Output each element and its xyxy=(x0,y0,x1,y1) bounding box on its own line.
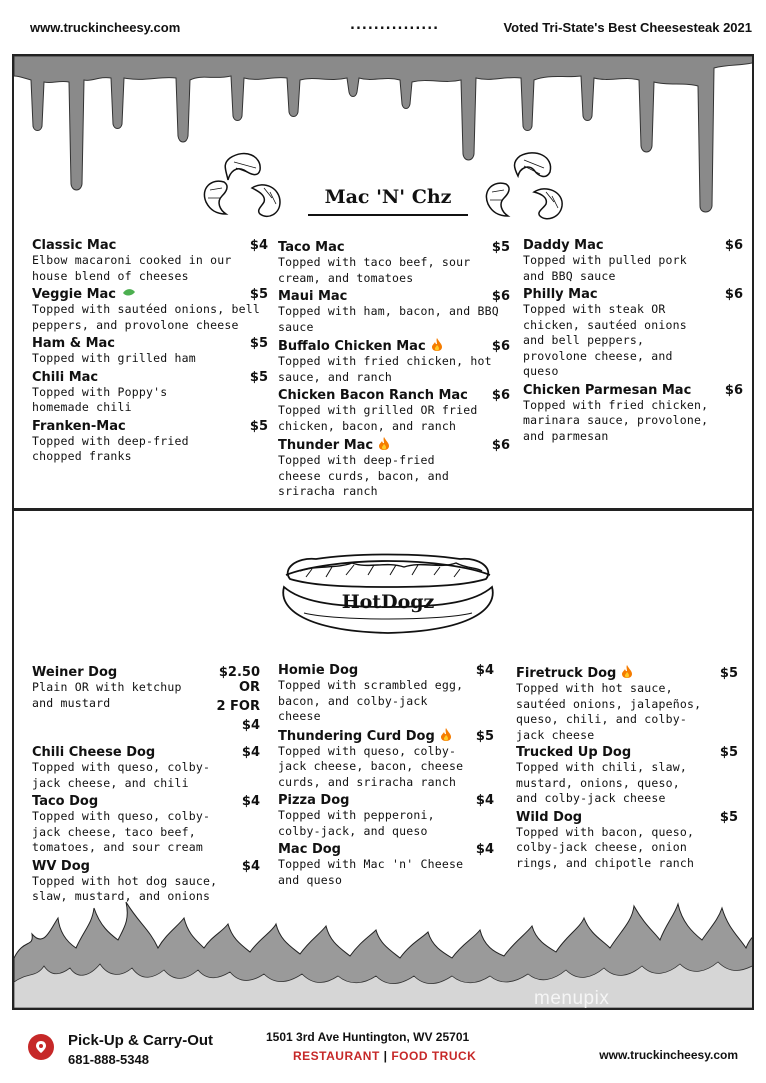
item-description: Topped with steak OR chicken, sautéed onions and bell peppers, provolone cheese, and queso xyxy=(523,302,687,378)
header-dots: ............... xyxy=(350,18,440,33)
header-tagline: Voted Tri-State's Best Cheesesteak 2021 xyxy=(503,20,752,35)
fire-icon xyxy=(622,665,632,678)
item-price: $4 xyxy=(475,663,494,678)
menu-item-ham-mac[interactable] xyxy=(32,336,268,367)
menu-item-weiner-dog[interactable] xyxy=(32,665,260,735)
item-description: Topped with hot sauce, sautéed onions, jalapeños, queso, chili, and colby-jack cheese xyxy=(516,681,702,742)
item-name: Pizza Dog xyxy=(278,793,350,808)
item-price-deal: 2 FOR $4 xyxy=(216,699,260,733)
item-price: $5 xyxy=(249,369,268,385)
item-price: $4 xyxy=(241,858,260,874)
item-name: Weiner Dog xyxy=(32,665,118,680)
item-name: Franken-Mac xyxy=(32,418,126,434)
dog-column-2 xyxy=(278,663,494,888)
header-website[interactable]: www.truckincheesy.com xyxy=(30,20,181,35)
menu-item-taco-dog[interactable] xyxy=(32,794,260,856)
item-description: Topped with taco beef, sour cream, and tomatoes xyxy=(278,255,471,285)
pickup-text: Pick-Up & Carry-Out xyxy=(68,1032,214,1049)
item-name: Chicken Bacon Ranch Mac xyxy=(278,388,468,403)
item-description: Topped with grilled ham xyxy=(32,351,196,365)
item-description: Topped with deep-fried cheese curds, bacon, and sriracha ranch xyxy=(278,453,449,498)
menu-item-mac-dog[interactable] xyxy=(278,842,494,888)
service-types xyxy=(293,1049,476,1063)
mac-section xyxy=(12,54,754,510)
item-price: $6 xyxy=(491,388,510,403)
menu-item-philly-mac[interactable] xyxy=(523,287,743,380)
item-price: $5 xyxy=(249,418,268,434)
menu-item-chili-cheese-dog[interactable] xyxy=(32,745,260,791)
item-name: Thundering Curd Dog xyxy=(278,728,435,744)
dog-column-3 xyxy=(516,665,738,871)
item-price: $4 xyxy=(241,745,260,760)
item-description: Topped with Poppy's homemade chili xyxy=(32,384,168,414)
item-description: Topped with scrambled egg, bacon, and colby-jack cheese xyxy=(278,678,464,723)
address: 1501 3rd Ave Huntington, WV 25701 xyxy=(266,1030,470,1044)
item-name: Classic Mac xyxy=(32,238,117,253)
item-price: $4 xyxy=(475,842,494,857)
macaroni-right-icon xyxy=(480,148,572,228)
item-price: $6 xyxy=(724,382,743,398)
menu-item-franken-mac[interactable] xyxy=(32,419,268,465)
item-description: Topped with queso, colby-jack cheese, and chili xyxy=(32,760,211,790)
item-name: Wild Dog xyxy=(516,809,583,825)
separator: | xyxy=(383,1049,388,1063)
item-price: $5 xyxy=(491,240,510,255)
footer-website[interactable]: www.truckincheesy.com xyxy=(599,1048,738,1062)
item-price: $6 xyxy=(724,287,743,302)
item-description: Topped with fried chicken, marinara sauce, provolone, and parmesan xyxy=(523,397,709,443)
item-description: Topped with queso, colby-jack cheese, taco beef, tomatoes, and sour cream xyxy=(32,809,211,854)
item-price: $5 xyxy=(475,728,494,744)
item-price: $5 xyxy=(719,745,738,760)
fire-icon xyxy=(379,437,389,450)
item-name: Firetruck Dog xyxy=(516,666,617,681)
menu-item-buffalo-chicken-mac[interactable] xyxy=(278,338,510,385)
item-description: Topped with pepperoni, colby-jack, and queso xyxy=(278,808,435,838)
restaurant-label: RESTAURANT xyxy=(293,1049,380,1063)
item-name: Thunder Mac xyxy=(278,438,374,453)
item-description: Topped with bacon, queso, colby-jack cheese, onion rings, and chipotle ranch xyxy=(516,824,695,870)
mac-column-2 xyxy=(278,240,510,500)
item-price-or: OR xyxy=(238,680,260,695)
item-price: $6 xyxy=(491,339,510,354)
item-price: $4 xyxy=(241,794,260,809)
item-description: Topped with queso, colby-jack cheese, bacon, cheese curds, and sriracha ranch xyxy=(278,743,464,789)
mac-column-1 xyxy=(32,238,268,465)
item-price: $5 xyxy=(719,666,738,681)
menu-item-chili-mac[interactable] xyxy=(32,370,268,416)
item-description: Topped with sautéed onions, bell peppers, and provolone cheese xyxy=(32,302,260,332)
item-name: Taco Mac xyxy=(278,240,345,255)
menu-item-wild-dog[interactable] xyxy=(516,810,738,872)
item-name: Ham & Mac xyxy=(32,336,116,351)
hotdog-section xyxy=(12,509,754,1010)
item-name: Chili Cheese Dog xyxy=(32,745,156,760)
leaf-icon xyxy=(122,288,136,297)
macaroni-left-icon xyxy=(200,148,292,228)
item-description: Topped with pulled pork and BBQ sauce xyxy=(523,253,687,283)
menu-item-thunder-mac[interactable] xyxy=(278,437,510,500)
fire-icon xyxy=(432,338,442,351)
item-description: Plain OR with ketchup and mustard xyxy=(32,680,182,710)
menu-item-homie-dog[interactable] xyxy=(278,663,494,725)
item-description: Topped with Mac 'n' Cheese and queso xyxy=(278,857,464,887)
item-price: $5 xyxy=(719,809,738,825)
menu-item-firetruck-dog[interactable] xyxy=(516,665,738,743)
watermark: menupix xyxy=(534,988,610,1009)
item-price: $5 xyxy=(249,287,268,302)
item-description: Topped with chili, slaw, mustard, onions, queso, and colby-jack cheese xyxy=(516,760,687,805)
item-name: Taco Dog xyxy=(32,794,99,809)
item-name: WV Dog xyxy=(32,858,90,874)
item-name: Chicken Parmesan Mac xyxy=(523,382,692,398)
item-price: $6 xyxy=(724,238,743,253)
phone-number[interactable]: 681-888-5348 xyxy=(68,1052,149,1067)
item-description: Topped with grilled OR fried chicken, bacon, and ranch xyxy=(278,403,478,433)
item-description: Topped with deep-fried chopped franks xyxy=(32,433,189,463)
location-pin-icon xyxy=(28,1034,54,1060)
hotdog-section-title: HotDogz xyxy=(341,591,435,613)
item-name: Maui Mac xyxy=(278,289,348,304)
item-name: Chili Mac xyxy=(32,369,99,385)
item-price: $6 xyxy=(491,289,510,304)
menu-item-daddy-mac[interactable] xyxy=(523,238,743,284)
top-bar xyxy=(0,0,766,52)
menu-item-maui-mac[interactable] xyxy=(278,289,510,335)
item-name: Homie Dog xyxy=(278,663,359,678)
item-name: Trucked Up Dog xyxy=(516,745,632,760)
item-price: $6 xyxy=(491,438,510,453)
menu-item-veggie-mac[interactable] xyxy=(32,287,268,333)
cheese-drip-decoration xyxy=(14,56,754,256)
mac-section-title: Mac 'N' Chz xyxy=(308,186,468,216)
menu-item-thundering-curd-dog[interactable] xyxy=(278,728,494,791)
item-price: $2.50 xyxy=(218,665,260,680)
fire-icon xyxy=(441,728,451,741)
menu-item-classic-mac[interactable] xyxy=(32,238,268,284)
item-price: $5 xyxy=(249,336,268,351)
dog-column-1 xyxy=(32,665,260,905)
menu-item-pizza-dog[interactable] xyxy=(278,793,494,839)
item-price: $4 xyxy=(249,238,268,253)
item-description: Elbow macaroni cooked in our house blend of cheeses xyxy=(32,253,232,283)
menu-item-trucked-up-dog[interactable] xyxy=(516,745,738,807)
item-name: Philly Mac xyxy=(523,287,598,302)
item-name: Veggie Mac xyxy=(32,287,116,302)
item-name: Buffalo Chicken Mac xyxy=(278,339,426,354)
item-description: Topped with ham, bacon, and BBQ sauce xyxy=(278,304,499,334)
mac-column-3 xyxy=(523,238,743,444)
item-name: Mac Dog xyxy=(278,842,341,857)
food-truck-label: FOOD TRUCK xyxy=(391,1049,477,1063)
menu-item-chicken-bacon-ranch-mac[interactable] xyxy=(278,388,510,434)
menu-item-taco-mac[interactable] xyxy=(278,240,510,286)
item-description: Topped with fried chicken, hot sauce, and ranch xyxy=(278,354,492,384)
menu-item-chicken-parmesan-mac[interactable] xyxy=(523,383,743,445)
menu-item-wv-dog[interactable] xyxy=(32,859,260,905)
item-price: $4 xyxy=(475,793,494,808)
item-name: Daddy Mac xyxy=(523,238,604,253)
item-description: Topped with hot dog sauce, slaw, mustard, and onions xyxy=(32,873,218,903)
footer xyxy=(0,1012,766,1083)
